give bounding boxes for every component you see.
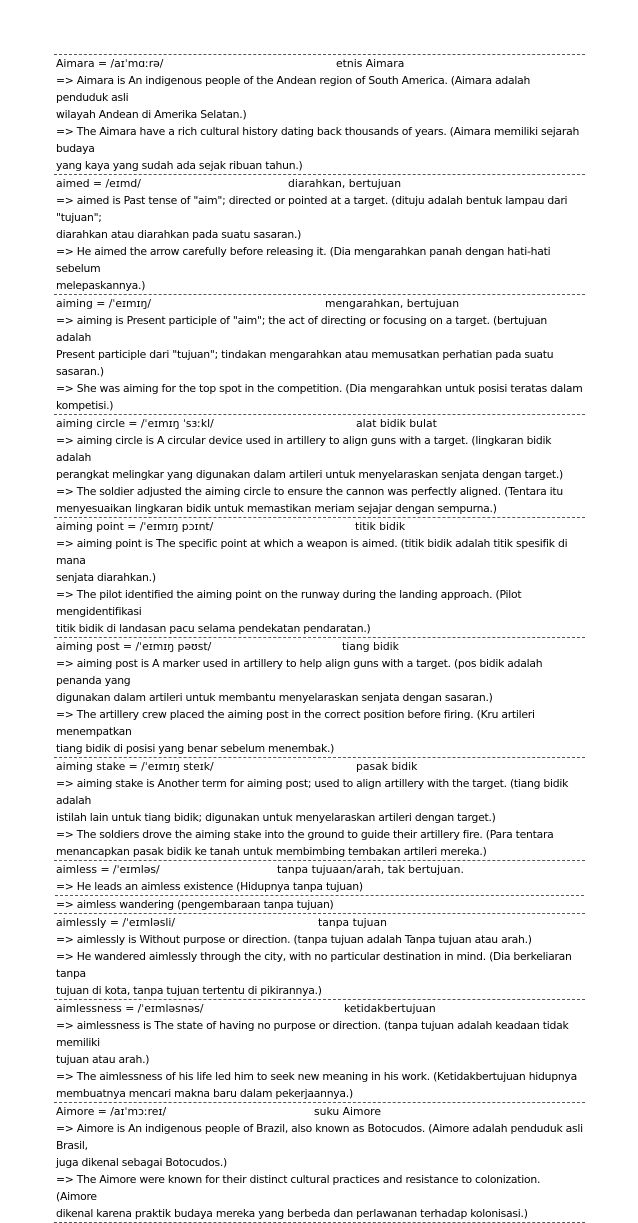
- entry-translation: pasak bidik: [356, 760, 418, 773]
- entry-text-line: => aiming stake is Another term for aiming post; used to align artillery with the target. (tiang bidik adalah: [56, 777, 569, 807]
- entry-term: aimlessly = /ˈeɪmləsli/: [56, 916, 176, 929]
- entry-text-line: menyesuaikan lingkaran bidik untuk memastikan meriam sejajar dengan sempurna.): [56, 502, 497, 515]
- entry-translation: mengarahkan, bertujuan: [325, 297, 460, 310]
- entry-text-line: diarahkan atau diarahkan pada suatu sasaran.): [56, 228, 302, 241]
- entry-term: aiming circle = /ˈeɪmɪŋ ˈsɜːkl/: [56, 417, 214, 430]
- entry-text-line: senjata diarahkan.): [56, 571, 156, 584]
- dictionary-document: [54, 54, 585, 1223]
- entry-text-line: titik bidik di landasan pacu selama pendekatan pendaratan.): [56, 622, 371, 635]
- entry-term: aiming stake = /ˈeɪmɪŋ steɪk/: [56, 760, 214, 773]
- entry-text-line: yang kaya yang sudah ada sejak ribuan tahun.): [56, 159, 303, 172]
- entry-text-line: Present participle dari "tujuan"; tindakan mengarahkan atau memusatkan perhatian pada suatu sasaran.): [56, 348, 554, 378]
- dictionary-entry: [54, 294, 585, 414]
- entry-text-line: => The Aimore were known for their distinct cultural practices and resistance to colonization. (Aimore: [56, 1173, 541, 1203]
- dictionary-entry: [54, 54, 585, 174]
- entry-text-line: membuatnya mencari makna baru dalam pekerjaannya.): [56, 1087, 353, 1100]
- entry-text-line: tiang bidik di posisi yang benar sebelum menembak.): [56, 742, 335, 755]
- entry-translation: tanpa tujuaan/arah, tak bertujuan.: [277, 863, 464, 876]
- entry-text-line: => Aimara is An indigenous people of the Andean region of South America. (Aimara adalah penduduk asli: [56, 74, 531, 104]
- entry-text-line: dikenal karena praktik budaya mereka yang berbeda dan perlawanan terhadap kolonisasi.): [56, 1207, 528, 1220]
- entry-term: Aimara = /aɪˈmɑːrə/: [56, 57, 164, 70]
- entry-term: Aimore = /aɪˈmɔːreɪ/: [56, 1105, 167, 1118]
- entry-translation: tiang bidik: [342, 640, 399, 653]
- entry-text-line: => aimed is Past tense of "aim"; directed or pointed at a target. (dituju adalah bentuk lampau dari "tujuan";: [56, 194, 568, 224]
- dictionary-entry: [54, 174, 585, 294]
- entry-text-line: => aimlessly is Without purpose or direction. (tanpa tujuan adalah Tanpa tujuan atau arah.): [56, 933, 532, 946]
- entry-translation: suku Aimore: [314, 1105, 382, 1118]
- entry-text-line: juga dikenal sebagai Botocudos.): [56, 1156, 227, 1169]
- entry-text-line: => aiming point is The specific point at which a weapon is aimed. (titik bidik adalah titik spesifik di mana: [56, 537, 568, 567]
- dictionary-entry: [54, 637, 585, 757]
- entry-text-line: tujuan atau arah.): [56, 1053, 150, 1066]
- entry-text-line: => The aimlessness of his life led him to seek new meaning in his work. (Ketidakbertujuan hidupnya: [56, 1070, 577, 1083]
- entry-text-line: => She was aiming for the top spot in the competition. (Dia mengarahkan untuk posisi teratas dalam: [56, 382, 583, 395]
- entry-text-line: => The artillery crew placed the aiming post in the correct position before firing. (Kru artileri menempatkan: [56, 708, 535, 738]
- entry-text-line: => aiming is Present participle of "aim"; the act of directing or focusing on a target. (bertujuan adalah: [56, 314, 548, 344]
- entry-text-line: => The soldiers drove the aiming stake into the ground to guide their artillery fire. (Para tentara: [56, 828, 554, 841]
- dictionary-entry: [54, 414, 585, 517]
- entry-text-line: => The pilot identified the aiming point on the runway during the landing approach. (Pilot mengidentifikasi: [56, 588, 522, 618]
- entry-text-line: melepaskannya.): [56, 279, 146, 292]
- entry-text-line: istilah lain untuk tiang bidik; digunakan untuk menyelaraskan artileri dengan target.): [56, 811, 496, 824]
- entry-header: [55, 1103, 584, 1120]
- entry-header: [55, 758, 584, 775]
- entry-term: aimless = /ˈeɪmləs/: [56, 863, 160, 876]
- entry-text-line: wilayah Andean di Amerika Selatan.): [56, 108, 247, 121]
- entry-term: aiming point = /ˈeɪmɪŋ pɔɪnt/: [56, 520, 214, 533]
- entry-translation: etnis Aimara: [336, 57, 405, 70]
- entry-header: [55, 638, 584, 655]
- entry-header: [55, 415, 584, 432]
- entry-text-line: kompetisi.): [56, 399, 114, 412]
- entry-term: aimed = /eɪmd/: [56, 177, 141, 190]
- entry-text-line: perangkat melingkar yang digunakan dalam artileri untuk menyelaraskan senjata dengan target.): [56, 468, 563, 481]
- entry-header: [55, 861, 584, 878]
- entry-translation: tanpa tujuan: [318, 916, 387, 929]
- entry-header: [55, 518, 584, 535]
- entry-text-line: => He aimed the arrow carefully before releasing it. (Dia mengarahkan panah dengan hati-hati sebelum: [56, 245, 551, 275]
- entry-header: [55, 295, 584, 312]
- entry-translation: ketidakbertujuan: [344, 1002, 436, 1015]
- dictionary-entry: [54, 757, 585, 860]
- entry-header: [55, 55, 584, 72]
- dictionary-entry: [54, 1102, 585, 1223]
- entry-text-line: => aimlessness is The state of having no purpose or direction. (tanpa tujuan adalah keadaan tidak memiliki: [56, 1019, 569, 1049]
- entry-text-line: digunakan dalam artileri untuk membantu menyelaraskan senjata dengan sasaran.): [56, 691, 493, 704]
- entry-translation: diarahkan, bertujuan: [288, 177, 402, 190]
- entry-header: [55, 1000, 584, 1017]
- entry-text-line: => aimless wandering (pengembaraan tanpa tujuan): [56, 898, 334, 911]
- entry-term: aiming post = /ˈeɪmɪŋ pəʊst/: [56, 640, 212, 653]
- entry-text-line: => aiming circle is A circular device used in artillery to align guns with a target. (lingkaran bidik adalah: [56, 434, 552, 464]
- entry-text-line: tujuan di kota, tanpa tujuan tertentu di pikirannya.): [56, 984, 322, 997]
- entry-translation: titik bidik: [355, 520, 406, 533]
- dictionary-entry: [54, 517, 585, 637]
- entry-text-line: => The soldier adjusted the aiming circle to ensure the cannon was perfectly aligned. (Tentara itu: [56, 485, 563, 498]
- entry-term: aimlessness = /ˈeɪmləsnəs/: [56, 1002, 204, 1015]
- dictionary-entry: [54, 860, 585, 913]
- entry-text-line: => The Aimara have a rich cultural history dating back thousands of years. (Aimara memiliki sejarah budaya: [56, 125, 580, 155]
- entry-term: aiming = /ˈeɪmɪŋ/: [56, 297, 152, 310]
- dictionary-entry: [54, 999, 585, 1102]
- entry-text-line: menancapkan pasak bidik ke tanah untuk membimbing tembakan artileri mereka.): [56, 845, 487, 858]
- entry-header: [55, 175, 584, 192]
- dictionary-entry: [54, 913, 585, 999]
- entry-text-line: => aiming post is A marker used in artillery to help align guns with a target. (pos bidik adalah penanda yang: [56, 657, 543, 687]
- entry-text-line: => He leads an aimless existence (Hidupnya tanpa tujuan): [56, 880, 363, 893]
- entry-translation: alat bidik bulat: [356, 417, 437, 430]
- entry-text-line: => He wandered aimlessly through the city, with no particular destination in mind. (Dia berkeliaran tanpa: [56, 950, 572, 980]
- entry-header: [55, 914, 584, 931]
- entry-text-line: => Aimore is An indigenous people of Brazil, also known as Botocudos. (Aimore adalah penduduk asli Brasil,: [56, 1122, 583, 1152]
